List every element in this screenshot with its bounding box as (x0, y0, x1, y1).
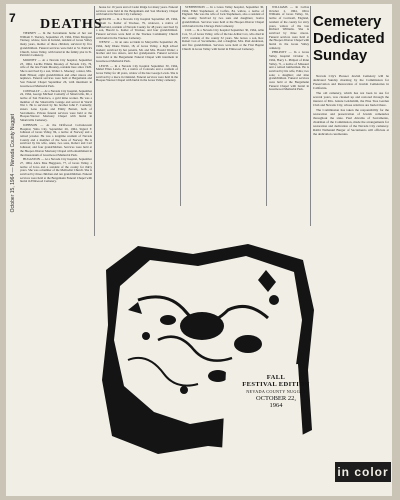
obituary-entry: STEPHENSON — In a Grass Valley hospital, September 30, 1964, Ethel Stephenson of Colfax, 84, widow, a native of England. She was the wife of Jack Stephenson, also a resident of the county. Survived by two sons and daughters; twelve grandchildren. Services were held at the Hooper-Weaver Chapel with burial in the Chicago Park Cemetery. (182, 6, 264, 28)
obituary-entry: KOLLER — In a Nevada City hospital September 28, 1964, William G. Koller of Truckee, 79, widower, a native of Switzerland, resident of Nevada County for 48 years; survived by a son, Harold G. Koller of Truckee, and four grandchildren. Funeral services were held at the Truckee Community Church with burial in the Truckee Cemetery. (96, 17, 178, 40)
obituary-entry: CONNALLY — At a Nevada City hospital, September 24, 1964, George Michael Connally of Smartsville, 66, a native of San Francisco, a gold mine worker. He was a member of the Smartsville Grange and served in World War I. He is survived by his brother John F. Connally; sisters Lena Lyons and Emily Barrett, both of Sacramento. Private funeral services were held at the Hooper-Weaver Mortuary Chapel with burial in Smartsville Cemetery. (20, 88, 92, 123)
obituary-entry: LEWIS — In a Nevada City hospital September 30, 1964, Mabel Ellen Lewis, 83, a native of Colorado and a resident of Grass Valley for 40 years, widow of the late George Lewis. She is survived by a niece in Oakland. Funeral services were held in the Hooper-Weaver Chapel with burial in the Grass Valley cemetery. (96, 63, 178, 83)
obituary-entry: MOONEY — At a Nevada City hospital, September 23, 1964, Lucille Emma Mooney of Nevada City, 76, wife of the late Frank Mooney, resident here since 1920. She is survived by a son, Walter L. Mooney; a sister, Mrs. Ruth Ellison; eight grandchildren and other nieces and nephews. Funeral services were held at Bergemann and Son Funeral Chapel September 26, with interment in Greenwood Memorial Park. (20, 57, 92, 88)
column-rule (180, 6, 181, 206)
obituary-entry: JOHNSON — At the Driftwood Convalescent Hospital, Yuba City, September 26, 1964, Sigurd F. Johnson of Grass Valley, 84, a native of Norway and a retired jeweler. He was a longtime resident of Nevada County and a member of the Sons of Norway. He is survived by his wife, Anna; two sons, Robert and Carl Johnson; and four grandchildren. Services were held at the Hooper-Weaver Mortuary Chapel with entombment in the mausoleum of Greenwood Memorial Park. (20, 122, 92, 157)
article-paragraph: The Commission has taken the responsibility for the restoration and preservation of Jewish cemeteries throughout the state. Paul Abrams of Sacramento, chairman of the Commission, made the arrangements for restoration and dedication of the Nevada City cemetery. Rabbi Nathaniel Burger of Sacramento will officiate at the dedication ceremonies. (313, 108, 389, 136)
deaths-heading: DEATHS (40, 17, 103, 32)
column-rule (310, 6, 311, 226)
obituary-column-1 (20, 32, 92, 472)
obituary-column-3 (182, 6, 264, 206)
festival-edition-caption (228, 374, 324, 409)
festival-edition-illustration (98, 240, 318, 458)
caption-line: OCTOBER 22, (256, 395, 296, 402)
in-color-badge: in color (335, 462, 391, 482)
caption-line: FESTIVAL EDITION (242, 381, 310, 388)
caption-line: 1964 (269, 402, 283, 409)
running-head: October 15, 1964 — Nevada County Nugget (10, 114, 16, 213)
obituary-entry: HUGGSTON — At a Nevada City hospital, September 27, 1964, Alice Mae Huggston, 77, of Grass Valley, a native of Iowa and a resident of the county for thirty years. She was a member of the Methodist Church. She is survived by three children and ten grandchildren. Funeral services were held at the Bergemann Funeral Chapel with burial in Elmwood Cemetery. (20, 157, 92, 184)
caption-line: NEVADA COUNTY NUGGET (246, 389, 306, 394)
cemetery-article (313, 74, 389, 226)
article-paragraph: The old cemetery, which has not been in use for several years, was cleaned up and restored through the interest of Mrs. Jennie Goldsmith, the Pine Tree Garden Club and Nevada City, whose relatives are buried there. (313, 91, 389, 107)
obituary-entry: WILLIAMS — In Colfax October 2, 1964, Olive Williams of Grass Valley, 91, native of Cornwall, England, resident of the county for sixty years, widow of the late Richard Williams. She is survived by three nieces. Funeral services were held at the Hooper-Weaver Chapel with burial in the Grass Valley cemetery. (269, 6, 309, 50)
column-rule (266, 6, 267, 206)
obituary-entry: house for 16 years and of Cedar Ridge for many years. Funeral services were held in the Bergemann and Son Mortuary Chapel with burial in Nevada City Cemetery. (96, 6, 178, 17)
page-number: 7 (9, 11, 16, 25)
newspaper-page (6, 4, 392, 496)
obituary-entry: TIERNEY — In the Sacramento home of her son William T. Tierney, September 23, 1964, Ellen Margaret Tierney, widow, born in Ireland, resident of Grass Valley many years, mother of three children; survived by five grandchildren. Funeral services were held at St. Patrick's Church, Grass Valley, with burial in the family plot in St. Patrick's Cemetery. (20, 32, 92, 58)
caption-line: FALL (266, 374, 286, 381)
cemetery-headline: Cemetery Dedicated Sunday (313, 13, 385, 64)
obituary-entry: PHILPOTT — In a Grass Valley hospital October 5, 1964, Harry L. Philpott of Penn Valley, 71, a native of Missouri and a retired lumberman. He is survived by his wife, Edna; two sons; a daughter; and nine grandchildren. Funeral services were held at the Bergemann Funeral Chapel with burial in Greenwood Memorial Park. (269, 50, 309, 92)
obituary-column-4 (269, 6, 309, 206)
obituary-entry: WENTZ — In an auto accident in Marysville September 29, 1964, Judy Diane Wentz, 18, of Grass Valley, a high school student; survived by her parents, Mr. and Mrs. Harold Wentz; a brother and two sisters, and her grandparents. Funeral services were held at the Bergemann Funeral Chapel with interment in Greenwood Memorial Park. (96, 40, 178, 63)
obituary-column-2 (96, 6, 178, 254)
column-rule (94, 6, 95, 236)
obituary-entry: COX — In a Nevada City hospital September 30, 1964, Allie Cox, 72, of Grass Valley, wife of the late Arthur Cox, who died in 1957, resident of the county 32 years. She leaves a son, Rev. Robert Cox of Sacramento, and a daughter, Mrs. Paul Anderson, and five grandchildren. Services were held at the First Baptist Church in Grass Valley with burial in Elmwood Cemetery. (182, 28, 264, 51)
article-paragraph: Nevada City's Pioneer Jewish Cemetery will be dedicated Sunday morning by the Commission for Preservation and Restoration of Jewish Cemeteries in California. (313, 74, 389, 90)
